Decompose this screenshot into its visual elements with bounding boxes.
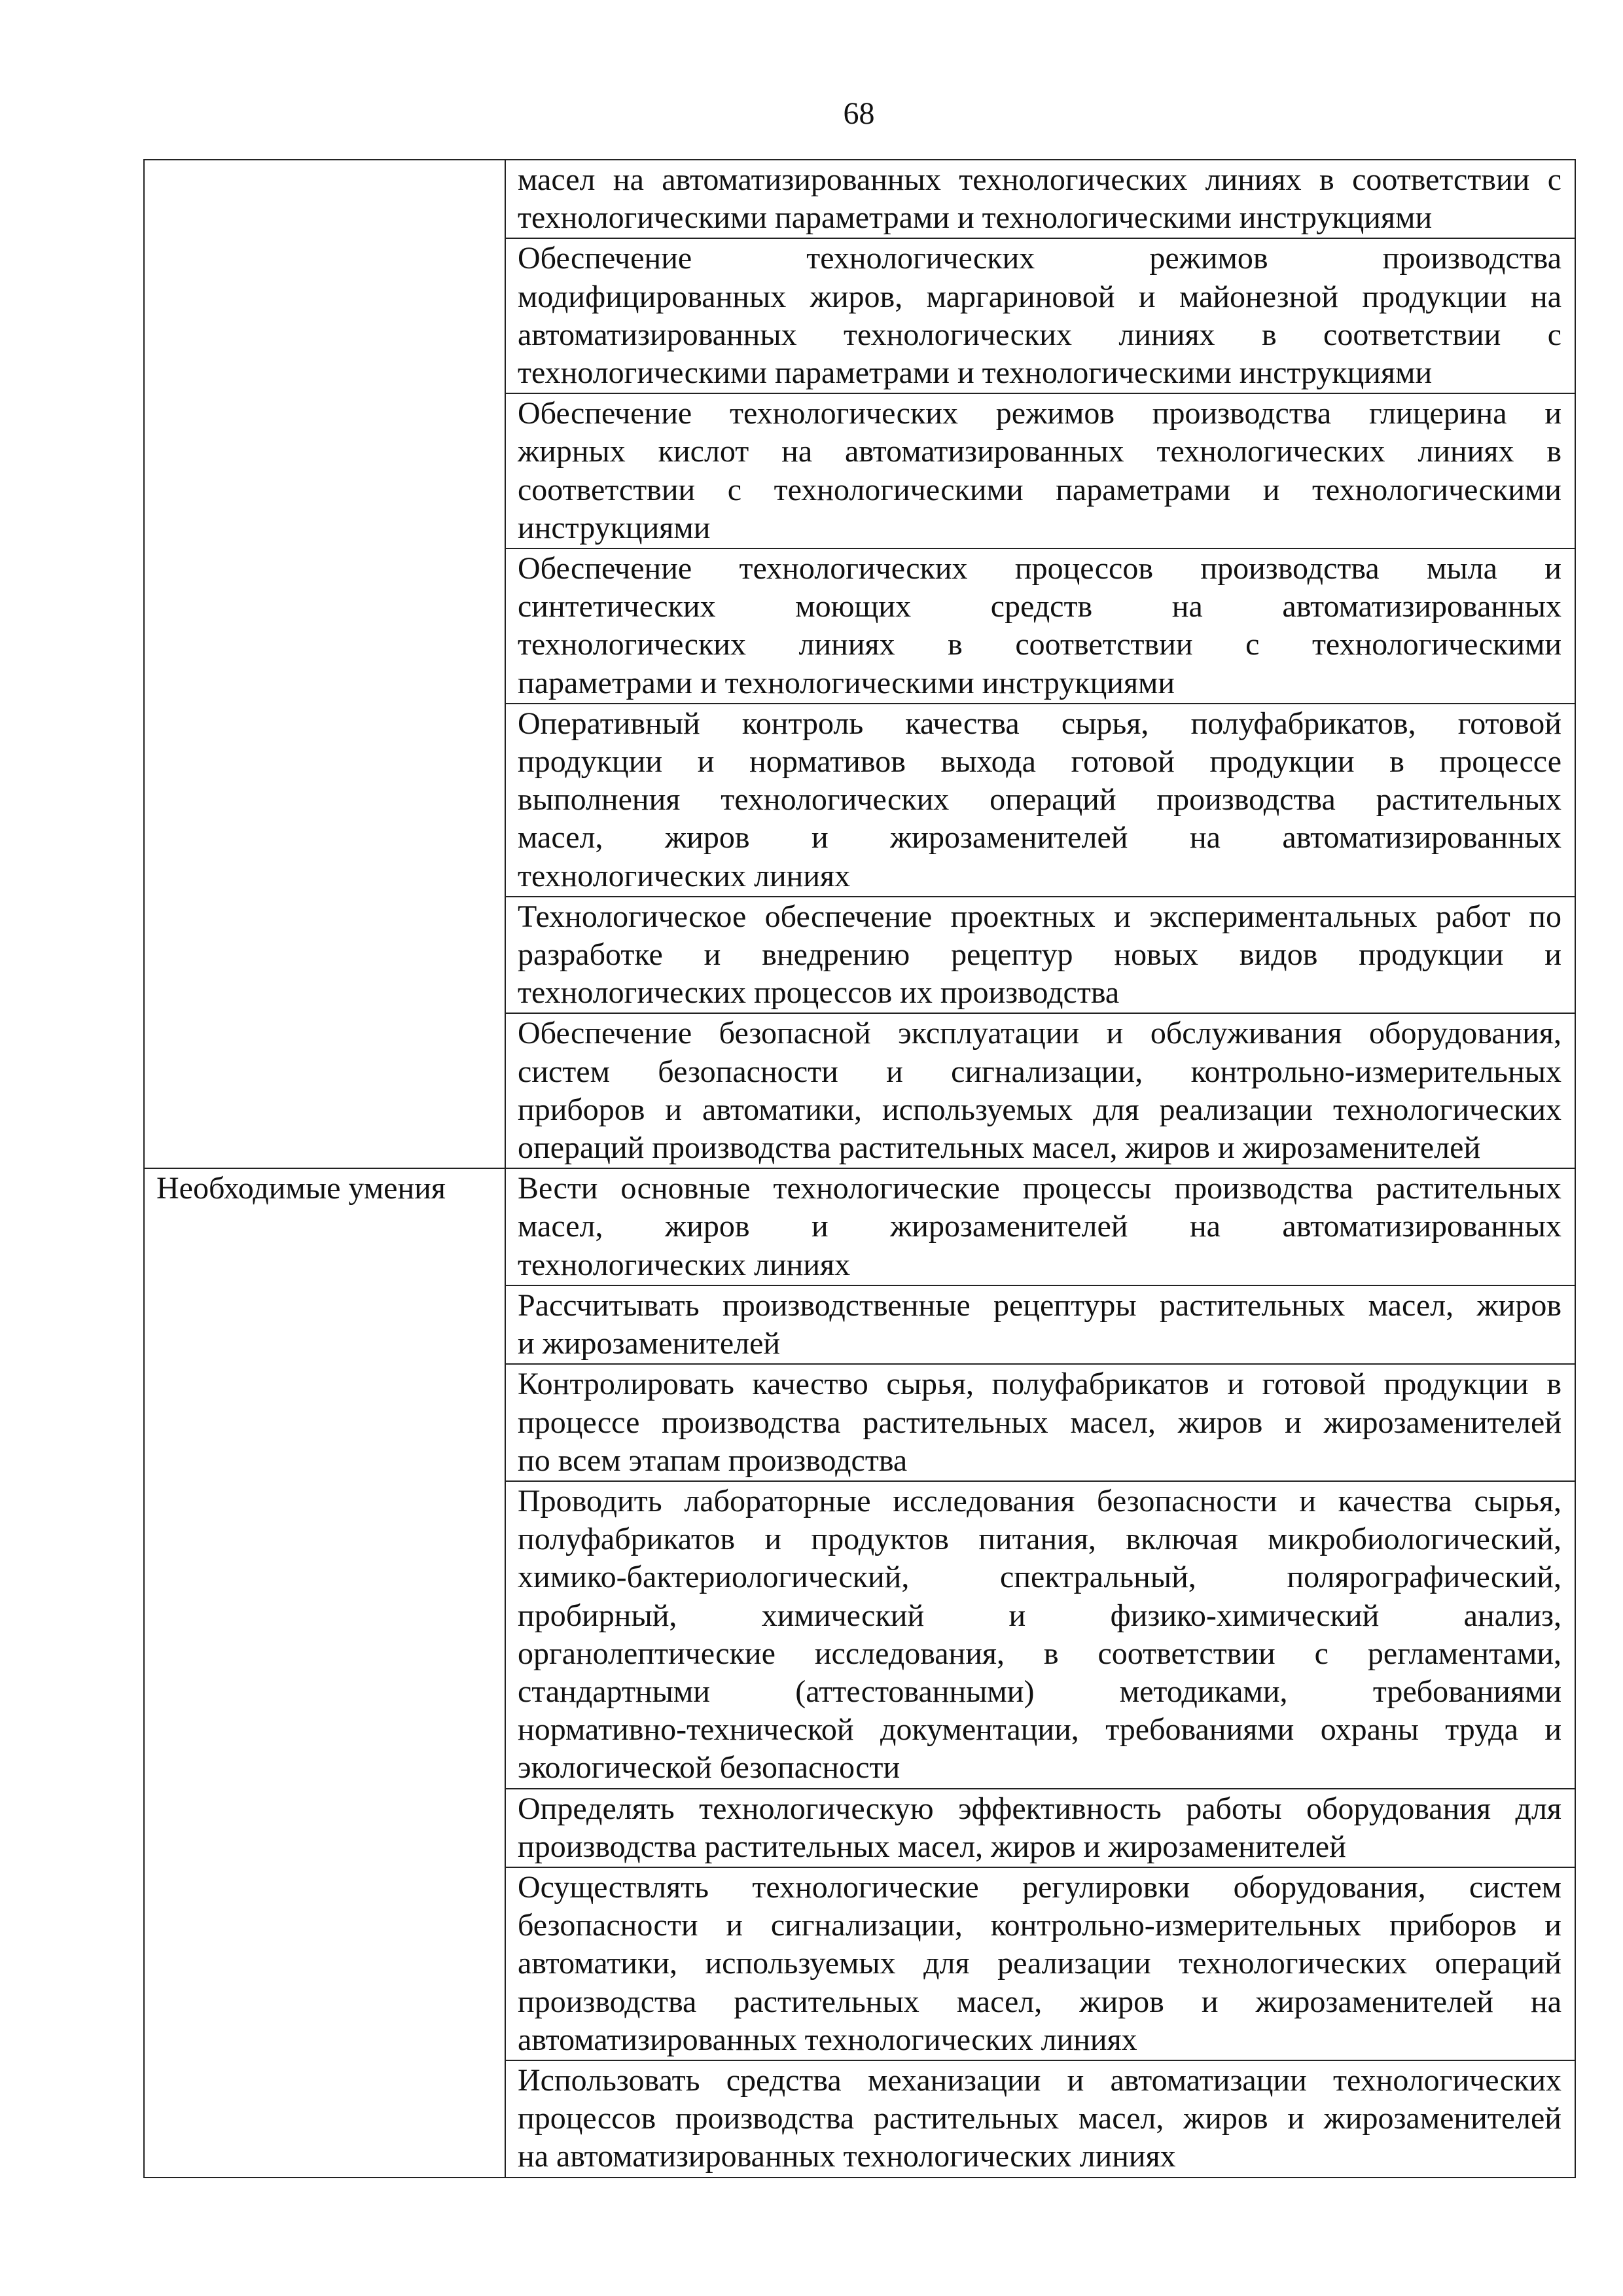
text-line: полуфабрикатов и продуктов питания, включая микробиологический,: [518, 1522, 1561, 1557]
text-line: химико-бактериологический, спектральный, полярографический,: [518, 1560, 1561, 1595]
text-line: автоматизированных технологических линиях: [518, 2022, 1137, 2057]
text-line: Технологическое обеспечение проектных и экспериментальных работ по: [518, 899, 1561, 934]
text-line: процессов производства растительных масел, жиров и жирозаменителей: [518, 2101, 1561, 2136]
text-line: продукции и нормативов выхода готовой продукции в процессе: [518, 744, 1561, 780]
requirement-cell: [505, 2060, 1575, 2178]
text-line: выполнения технологических операций производства растительных: [518, 782, 1561, 817]
text-line: Осуществлять технологические регулировки оборудования, систем: [518, 1869, 1561, 1905]
requirement-cell: [505, 1168, 1575, 1285]
text-line: приборов и автоматики, используемых для реализации технологических: [518, 1092, 1561, 1127]
text-line: Проводить лабораторные исследования безопасности и качества сырья,: [518, 1483, 1561, 1518]
text-line: модифицированных жиров, маргариновой и майонезной продукции на: [518, 279, 1561, 314]
text-line: технологических линиях в соответствии с технологическими: [518, 627, 1561, 662]
text-line: технологическими параметрами и технологическими инструкциями: [518, 200, 1433, 236]
requirement-cell: [505, 1789, 1575, 1867]
requirement-cell: [505, 160, 1575, 238]
requirement-cell: [505, 704, 1575, 897]
requirements-table-body: [144, 160, 1575, 2178]
text-line: автоматики, используемых для реализации технологических операций: [518, 1946, 1561, 1981]
text-line: Обеспечение технологических режимов производства глицерина и: [518, 396, 1561, 431]
text-line: масел, жиров и жирозаменителей на автоматизированных: [518, 1209, 1561, 1244]
text-line: безопасности и сигнализации, контрольно-измерительных приборов и: [518, 1908, 1561, 1943]
text-line: технологических процессов их производства: [518, 975, 1120, 1011]
requirement-cell: [505, 238, 1575, 393]
text-line: синтетических моющих средств на автоматизированных: [518, 589, 1561, 624]
requirement-cell: [505, 1364, 1575, 1481]
text-line: масел, жиров и жирозаменителей на автоматизированных: [518, 820, 1561, 855]
text-line: Обеспечение технологических процессов производства мыла и: [518, 551, 1561, 586]
requirement-cell: [505, 393, 1575, 548]
page-number: 68: [843, 96, 875, 131]
text-line: пробирный, химический и физико-химический анализ,: [518, 1598, 1561, 1633]
text-line: Определять технологическую эффективность работы оборудования для: [518, 1791, 1561, 1826]
text-line: инструкциями: [518, 510, 711, 545]
text-line: органолептические исследования, в соответствии с регламентами,: [518, 1636, 1561, 1671]
table-row: [144, 1168, 1575, 1285]
text-line: Обеспечение безопасной эксплуатации и обслуживания оборудования,: [518, 1016, 1561, 1051]
requirement-cell: [505, 1285, 1575, 1364]
text-line: соответствии с технологическими параметрами и технологическими: [518, 472, 1561, 507]
text-line: жирных кислот на автоматизированных технологических линиях в: [518, 434, 1561, 469]
group-label: Необходимые умения: [156, 1171, 446, 1206]
text-line: нормативно-технической документации, требованиями охраны труда и: [518, 1712, 1561, 1748]
table-row: [144, 160, 1575, 238]
requirement-cell: [505, 897, 1575, 1014]
text-line: Оперативный контроль качества сырья, полуфабрикатов, готовой: [518, 706, 1561, 741]
text-line: Рассчитывать производственные рецептуры растительных масел, жиров: [518, 1287, 1561, 1323]
text-line: технологических линиях: [518, 1247, 851, 1282]
text-line: операций производства растительных масел, жиров и жирозаменителей: [518, 1130, 1481, 1166]
text-line: технологических линиях: [518, 858, 851, 893]
text-line: масел на автоматизированных технологических линиях в соответствии с: [518, 162, 1561, 197]
text-line: Вести основные технологические процессы производства растительных: [518, 1171, 1561, 1206]
text-line: и жирозаменителей: [518, 1326, 781, 1361]
text-line: систем безопасности и сигнализации, контрольно-измерительных: [518, 1054, 1561, 1089]
requirement-cell: [505, 1867, 1575, 2060]
text-line: процессе производства растительных масел, жиров и жирозаменителей: [518, 1405, 1561, 1440]
group-label-cell: [144, 160, 505, 1168]
text-line: экологической безопасности: [518, 1750, 901, 1785]
text-line: стандартными (аттестованными) методиками, требованиями: [518, 1674, 1561, 1709]
text-line: Использовать средства механизации и автоматизации технологических: [518, 2062, 1561, 2098]
requirement-cell: [505, 548, 1575, 704]
text-line: Обеспечение технологических режимов производства: [518, 241, 1561, 276]
text-line: разработке и внедрению рецептур новых видов продукции и: [518, 937, 1561, 973]
text-line: параметрами и технологическими инструкциями: [518, 665, 1175, 700]
text-line: автоматизированных технологических линиях в соответствии с: [518, 317, 1561, 352]
text-line: на автоматизированных технологических линиях: [518, 2139, 1176, 2174]
text-line: Контролировать качество сырья, полуфабрикатов и готовой продукции в: [518, 1367, 1561, 1402]
text-line: производства растительных масел, жиров и жирозаменителей: [518, 1829, 1346, 1864]
group-label-cell: [144, 1168, 505, 2177]
requirement-cell: [505, 1013, 1575, 1168]
requirements-table: [143, 159, 1576, 2178]
text-line: технологическими параметрами и технологическими инструкциями: [518, 355, 1433, 391]
text-line: производства растительных масел, жиров и жирозаменителей на: [518, 1984, 1561, 2019]
requirement-cell: [505, 1481, 1575, 1789]
text-line: по всем этапам производства: [518, 1443, 908, 1478]
